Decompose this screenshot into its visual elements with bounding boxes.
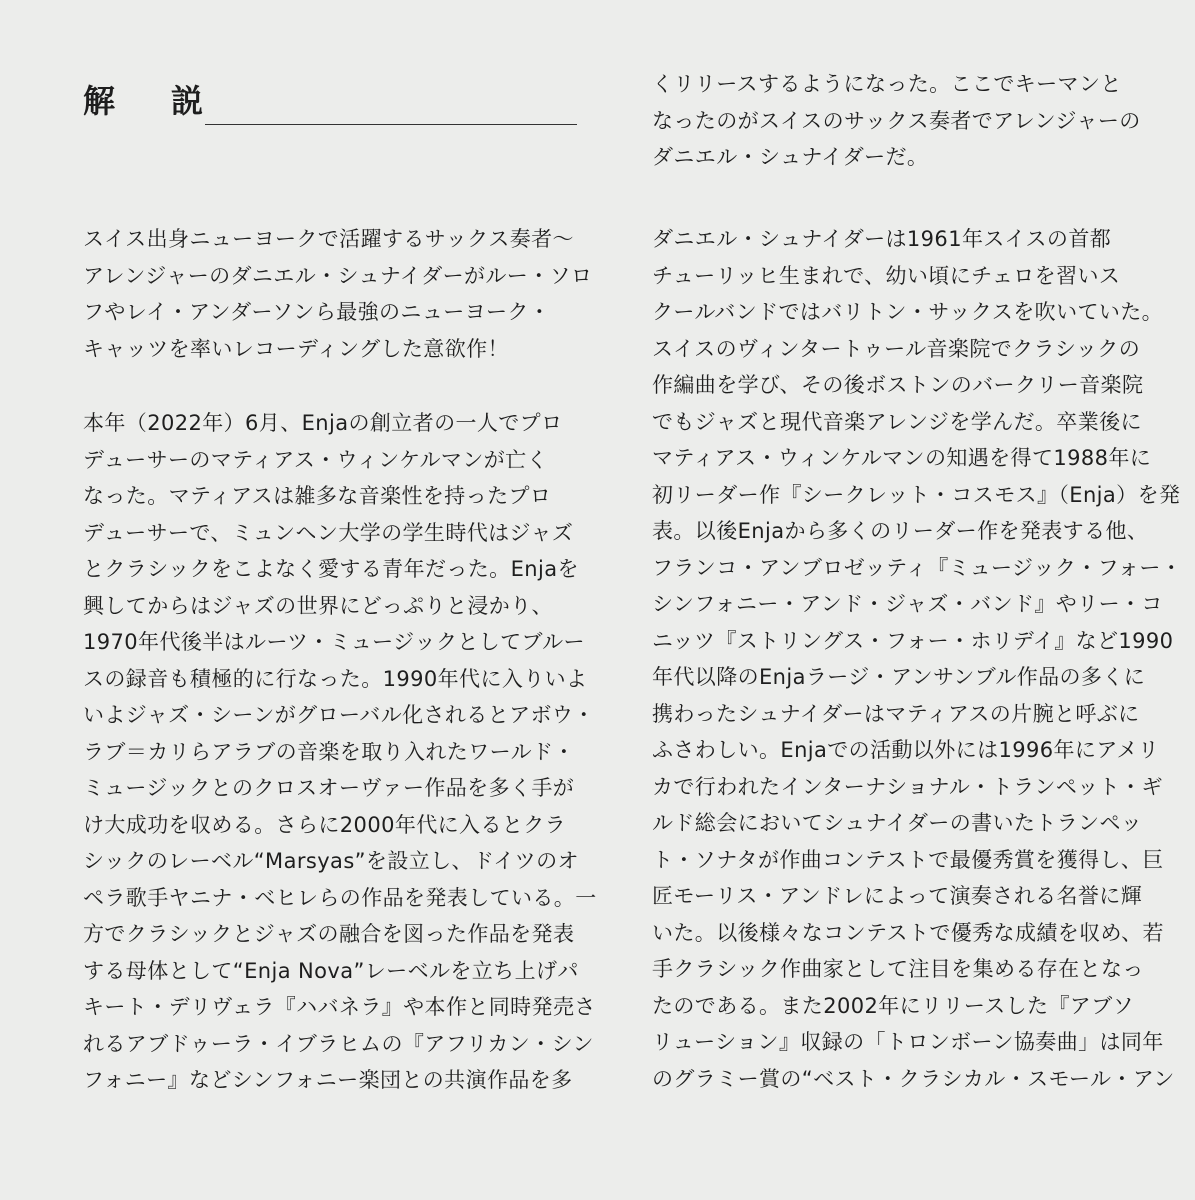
text-line: ト・ソナタが作曲コンテストで最優秀賞を獲得し、巨 [652, 847, 1164, 872]
text-line: 作編曲を学び、その後ボストンのバークリー音楽院 [652, 373, 1144, 397]
text-line: 本年（2022年）6月、Enjaの創立者の一人でプロ [83, 411, 563, 435]
text-line: のグラミー賞の“ベスト・クラシカル・スモール・アン [652, 1066, 1175, 1091]
text-line: ダニエル・シュナイダーは1961年スイスの首都 [652, 227, 1112, 251]
text-line: する母体として“Enja Nova”レーベルを立ち上げパ [83, 958, 579, 983]
text-line: いよジャズ・シーンがグローバル化されるとアボウ・ [83, 703, 595, 727]
text-line: ダニエル・シュナイダーだ。 [652, 145, 929, 169]
continuation-paragraph [652, 66, 1141, 176]
text-line: デューサーのマティアス・ウィンケルマンが亡く [83, 447, 548, 472]
text-line: ペラ歌手ヤニナ・ベヒレらの作品を発表している。一 [83, 885, 597, 910]
text-line: マティアス・ウィンケルマンの知遇を得て1988年に [652, 446, 1152, 470]
text-line: シックのレーベル“Marsyas”を設立し、ドイツのオ [83, 849, 579, 873]
text-line: フォニー』などシンフォニー楽団との共演作品を多 [83, 1068, 573, 1092]
text-line: ニッツ『ストリングス・フォー・ホリデイ』など1990 [652, 628, 1174, 653]
text-line: キャッツを率いレコーディングした意欲作！ [83, 336, 509, 361]
text-line: スの録音も積極的に行なった。1990年代に入りいよ [83, 666, 588, 691]
text-line: いた。以後様々なコンテストで優秀な成績を収め、若 [652, 920, 1164, 945]
text-line: け大成功を収める。さらに2000年代に入るとクラ [83, 812, 567, 837]
text-line: なった。マティアスは雑多な音楽性を持ったプロ [83, 484, 552, 508]
text-line: 携わったシュナイダーはマティアスの片腕と呼ぶに [652, 701, 1140, 726]
text-line: スイスのヴィンタートゥール音楽院でクラシックの [652, 336, 1141, 361]
text-line: キート・デリヴェラ『ハバネラ』や本作と同時発売さ [83, 995, 596, 1019]
text-line: 手クラシック作曲家として注目を集める存在となっ [652, 957, 1144, 981]
text-line: デューサーで、ミュンヘン大学の学生時代はジャズ [83, 520, 574, 545]
text-line: とクラシックをこよなく愛する青年だった。Enjaを [83, 557, 579, 581]
text-line: 匠モーリス・アンドレによって演奏される名誉に輝 [652, 884, 1143, 908]
text-line: ミュージックとのクロスオーヴァー作品を多く手が [83, 776, 575, 800]
body-paragraph-2 [652, 221, 1182, 1097]
text-line: 方でクラシックとジャズの融合を図った作品を発表 [83, 922, 575, 946]
section-heading: 解 説 [83, 82, 216, 120]
text-line: 年代以降のEnjaラージ・アンサンブル作品の多くに [652, 665, 1146, 689]
text-line: ラブ＝カリらアラブの音楽を取り入れたワールド・ [83, 739, 575, 764]
text-line: チューリッヒ生まれで、幼い頃にチェロを習いス [652, 263, 1121, 288]
text-line: たのである。また2002年にリリースした『アブソ [652, 993, 1134, 1018]
text-line: ルド総会においてシュナイダーの書いたトランペッ [652, 811, 1143, 835]
text-line: くリリースするようになった。ここでキーマンと [652, 72, 1122, 96]
text-line: 初リーダー作『シークレット・コスモス』（Enja）を発 [652, 482, 1181, 507]
intro-paragraph [83, 221, 592, 367]
text-line: なったのがスイスのサックス奏者でアレンジャーの [652, 108, 1141, 133]
text-line: 表。以後Enjaから多くのリーダー作を発表する他、 [652, 519, 1149, 543]
text-line: アレンジャーのダニエル・シュナイダーがルー・ソロ [83, 263, 593, 288]
text-line: 1970年代後半はルーツ・ミュージックとしてブルー [83, 630, 585, 654]
text-line: れるアブドゥーラ・イブラヒムの『アフリカン・シン [83, 1031, 594, 1056]
text-line: クールバンドではバリトン・サックスを吹いていた。 [652, 300, 1164, 324]
text-line: スイス出身ニューヨークで活躍するサックス奏者〜 [83, 227, 574, 251]
text-line: でもジャズと現代音楽アレンジを学んだ。卒業後に [652, 409, 1142, 434]
text-line: カで行われたインターナショナル・トランペット・ギ [652, 774, 1163, 799]
text-line: シンフォニー・アンド・ジャズ・バンド』やリー・コ [652, 592, 1163, 616]
body-paragraph-1 [83, 405, 597, 1099]
text-line: ふさわしい。Enjaでの活動以外には1996年にアメリ [652, 738, 1160, 762]
text-line: リューション』収録の「トロンボーン協奏曲」は同年 [652, 1030, 1164, 1054]
text-line: 興してからはジャズの世界にどっぷりと浸かり、 [83, 593, 553, 618]
heading-rule [205, 124, 577, 125]
text-line: フランコ・アンブロゼッティ『ミュージック・フォー・ [652, 555, 1183, 580]
text-line: フやレイ・アンダーソンら最強のニューヨーク・ [83, 300, 551, 324]
